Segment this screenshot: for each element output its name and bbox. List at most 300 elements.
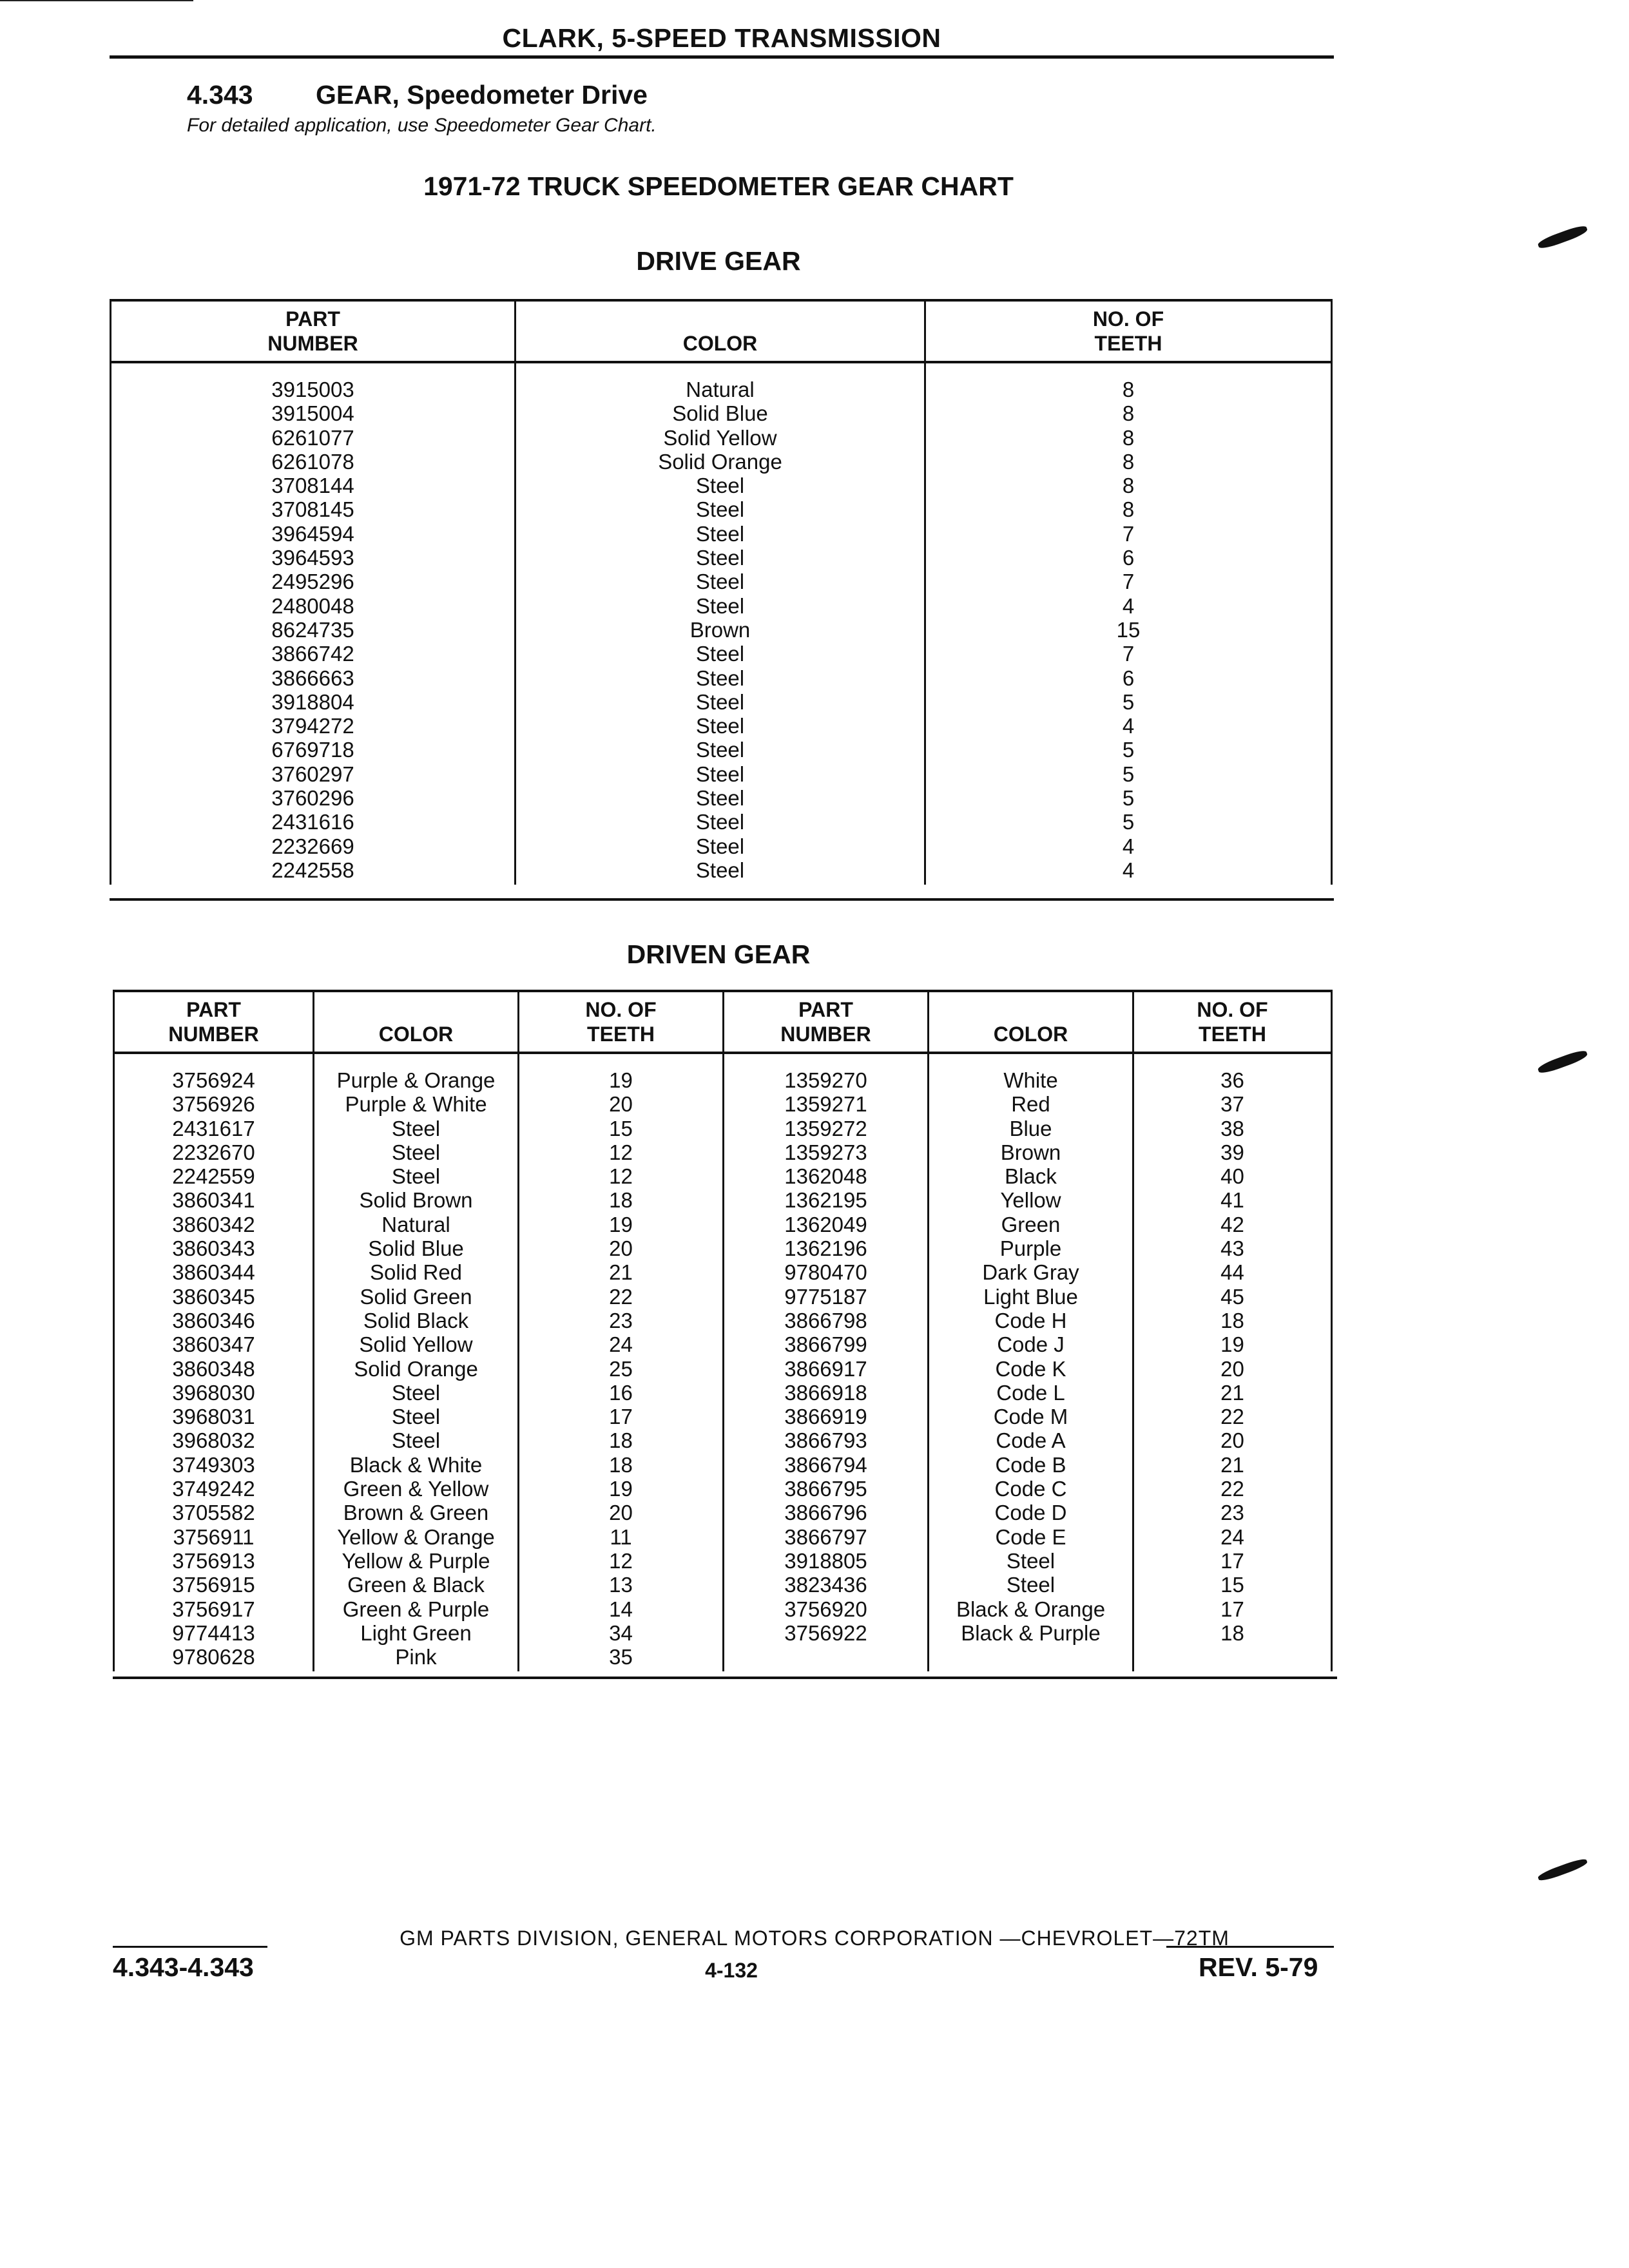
driven-cell: 21 [1133, 1381, 1332, 1405]
driven-cell: 20 [519, 1501, 724, 1524]
drive-row [111, 618, 1332, 642]
driven-cell: 18 [519, 1428, 724, 1452]
drive-cell: 15 [925, 618, 1332, 642]
driven-cell: 22 [519, 1285, 724, 1309]
driven-cell: White [929, 1068, 1133, 1092]
drive-cell: 3964593 [111, 546, 516, 570]
driven-cell: Steel [314, 1117, 519, 1140]
driven-cell: 1362048 [724, 1164, 929, 1188]
driven-header-color-label: COLOR [378, 1023, 454, 1046]
drive-cell: 3964594 [111, 522, 516, 546]
driven-row [114, 1213, 1332, 1236]
drive-row [111, 762, 1332, 786]
drive-spacer-row [111, 362, 1332, 378]
drive-cell: Steel [516, 666, 925, 690]
drive-cell: 6261078 [111, 450, 516, 474]
driven-cell: 20 [519, 1236, 724, 1260]
drive-cell: 8 [925, 450, 1332, 474]
drive-row [111, 426, 1332, 450]
driven-cell: Natural [314, 1213, 519, 1236]
drive-cell: 4 [925, 858, 1332, 885]
driven-cell: 17 [519, 1405, 724, 1428]
driven-cell: 18 [519, 1453, 724, 1477]
driven-cell: 3756926 [114, 1092, 314, 1116]
driven-cell: 23 [1133, 1501, 1332, 1524]
driven-cell: Black & White [314, 1453, 519, 1477]
driven-cell: 3968030 [114, 1381, 314, 1405]
driven-cell: Light Green [314, 1621, 519, 1645]
driven-cell: Steel [929, 1549, 1133, 1573]
driven-header-part-l1: PART [186, 998, 241, 1021]
driven-gear-table [113, 990, 1333, 1671]
driven-cell: 21 [519, 1260, 724, 1284]
driven-cell: 1359270 [724, 1068, 929, 1092]
driven-cell: 2431617 [114, 1117, 314, 1140]
driven-cell: Steel [314, 1381, 519, 1405]
driven-cell: Solid Yellow [314, 1332, 519, 1356]
driven-cell: 36 [1133, 1068, 1332, 1092]
drive-cell: 3708145 [111, 497, 516, 521]
driven-gear-title: DRIVEN GEAR [626, 939, 811, 969]
driven-cell: 9775187 [724, 1285, 929, 1309]
driven-cell: Code A [929, 1428, 1133, 1452]
driven-cell: 12 [519, 1140, 724, 1164]
driven-cell: 24 [519, 1332, 724, 1356]
driven-cell: 3968031 [114, 1405, 314, 1428]
driven-cell: 3866919 [724, 1405, 929, 1428]
driven-cell: Solid Black [314, 1309, 519, 1332]
driven-cell: Pink [314, 1645, 519, 1671]
driven-cell: 3866795 [724, 1477, 929, 1501]
drive-row [111, 666, 1332, 690]
drive-row [111, 714, 1332, 738]
drive-cell: Steel [516, 690, 925, 714]
driven-cell: Solid Brown [314, 1188, 519, 1212]
drive-row [111, 570, 1332, 593]
drive-header-teeth-l1: NO. OF [1092, 307, 1164, 331]
drive-cell: Steel [516, 546, 925, 570]
driven-row [114, 1477, 1332, 1501]
driven-spacer-cell [314, 1053, 519, 1068]
driven-cell: Green & Yellow [314, 1477, 519, 1501]
driven-header-part-l2: NUMBER [168, 1023, 259, 1046]
driven-header-part2-l1: PART [798, 998, 853, 1021]
driven-cell: Solid Green [314, 1285, 519, 1309]
driven-cell: 14 [519, 1597, 724, 1621]
driven-row [114, 1260, 1332, 1284]
driven-cell: 3756924 [114, 1068, 314, 1092]
drive-row [111, 497, 1332, 521]
drive-cell: 8 [925, 426, 1332, 450]
driven-cell: 3756922 [724, 1621, 929, 1645]
footer-corporation: GM PARTS DIVISION, GENERAL MOTORS CORPORATION —CHEVROLET—72TM [400, 1927, 1229, 1950]
driven-cell: 41 [1133, 1188, 1332, 1212]
drive-header-color-label: COLOR [682, 332, 758, 355]
driven-cell: 11 [519, 1525, 724, 1549]
driven-cell: Steel [314, 1428, 519, 1452]
driven-cell: 19 [519, 1477, 724, 1501]
driven-cell: 3860345 [114, 1285, 314, 1309]
drive-gear-title: DRIVE GEAR [636, 246, 801, 276]
driven-header-color2-label: COLOR [993, 1023, 1068, 1046]
driven-cell: 22 [1133, 1405, 1332, 1428]
drive-spacer-cell [925, 362, 1332, 378]
driven-row [114, 1405, 1332, 1428]
chart-title: 1971-72 TRUCK SPEEDOMETER GEAR CHART [423, 171, 1014, 201]
driven-row [114, 1309, 1332, 1332]
driven-cell: 3860347 [114, 1332, 314, 1356]
driven-cell: Yellow & Orange [314, 1525, 519, 1549]
drive-cell: Solid Blue [516, 401, 925, 425]
drive-cell: 4 [925, 594, 1332, 618]
driven-header-row [114, 991, 1332, 1053]
driven-cell: Code J [929, 1332, 1133, 1356]
driven-cell [724, 1645, 929, 1671]
driven-cell: Black [929, 1164, 1133, 1188]
driven-row [114, 1453, 1332, 1477]
drive-cell: 3866742 [111, 642, 516, 666]
driven-cell: Code E [929, 1525, 1133, 1549]
drive-row [111, 378, 1332, 401]
driven-cell: Green [929, 1213, 1133, 1236]
drive-cell: 8 [925, 497, 1332, 521]
driven-cell: 3866799 [724, 1332, 929, 1356]
driven-cell: 3860346 [114, 1309, 314, 1332]
drive-cell: 3918804 [111, 690, 516, 714]
drive-cell: 7 [925, 642, 1332, 666]
driven-cell: 3860344 [114, 1260, 314, 1284]
drive-spacer-cell [516, 362, 925, 378]
drive-spacer-cell [111, 362, 516, 378]
driven-cell: Steel [314, 1140, 519, 1164]
driven-cell: 24 [1133, 1525, 1332, 1549]
drive-header-part-l2: NUMBER [267, 332, 358, 355]
drive-cell: 5 [925, 762, 1332, 786]
driven-cell: 16 [519, 1381, 724, 1405]
footer-page-number: 4-132 [705, 1959, 758, 1982]
driven-row [114, 1236, 1332, 1260]
driven-cell: 21 [1133, 1453, 1332, 1477]
driven-cell: 1359272 [724, 1117, 929, 1140]
drive-cell: 3866663 [111, 666, 516, 690]
drive-cell: 3794272 [111, 714, 516, 738]
scan-corner-line [0, 0, 193, 1]
driven-row [114, 1332, 1332, 1356]
driven-cell: 44 [1133, 1260, 1332, 1284]
driven-cell: Green & Purple [314, 1597, 519, 1621]
driven-cell: Solid Blue [314, 1236, 519, 1260]
driven-header-color-2 [929, 991, 1133, 1053]
driven-cell: Dark Gray [929, 1260, 1133, 1284]
driven-cell: 3756911 [114, 1525, 314, 1549]
driven-cell: Purple & White [314, 1092, 519, 1116]
driven-cell: 42 [1133, 1213, 1332, 1236]
driven-cell [929, 1645, 1133, 1671]
driven-cell: 22 [1133, 1477, 1332, 1501]
drive-header-teeth [925, 300, 1332, 362]
drive-row [111, 642, 1332, 666]
drive-cell: 3915003 [111, 378, 516, 401]
drive-header-teeth-l2: TEETH [1094, 332, 1162, 355]
drive-cell: 8 [925, 474, 1332, 497]
driven-row [114, 1597, 1332, 1621]
drive-cell: Steel [516, 810, 925, 834]
driven-cell: 3860348 [114, 1357, 314, 1381]
drive-cell: Steel [516, 642, 925, 666]
driven-header-part2-l2: NUMBER [780, 1023, 871, 1046]
drive-cell: Steel [516, 594, 925, 618]
driven-table-bottom-rule [113, 1677, 1337, 1679]
drive-cell: 8 [925, 378, 1332, 401]
driven-cell: 19 [1133, 1332, 1332, 1356]
binder-punch-mark [1537, 1048, 1589, 1075]
driven-cell: Black & Orange [929, 1597, 1133, 1621]
driven-row [114, 1381, 1332, 1405]
drive-cell: 3760296 [111, 786, 516, 810]
drive-cell: Steel [516, 762, 925, 786]
driven-cell: Yellow & Purple [314, 1549, 519, 1573]
drive-cell: 5 [925, 690, 1332, 714]
drive-cell: Steel [516, 834, 925, 858]
driven-cell: 34 [519, 1621, 724, 1645]
drive-table-bottom-rule [110, 898, 1334, 901]
driven-cell: 3860341 [114, 1188, 314, 1212]
driven-header-teeth2-l1: NO. OF [1197, 998, 1268, 1021]
driven-gear-rows [114, 1053, 1332, 1671]
driven-spacer-cell [1133, 1053, 1332, 1068]
drive-row [111, 810, 1332, 834]
drive-cell: 7 [925, 570, 1332, 593]
driven-cell: 17 [1133, 1597, 1332, 1621]
driven-cell: Green & Black [314, 1573, 519, 1597]
drive-cell: 7 [925, 522, 1332, 546]
driven-cell: 3756917 [114, 1597, 314, 1621]
driven-cell: 3756920 [724, 1597, 929, 1621]
driven-cell: Code M [929, 1405, 1133, 1428]
driven-cell: Code L [929, 1381, 1133, 1405]
drive-cell: 2232669 [111, 834, 516, 858]
driven-cell: 3705582 [114, 1501, 314, 1524]
driven-cell: Purple & Orange [314, 1068, 519, 1092]
drive-cell: 2495296 [111, 570, 516, 593]
drive-header-part-l1: PART [285, 307, 340, 331]
driven-cell: 19 [519, 1068, 724, 1092]
drive-cell: 4 [925, 834, 1332, 858]
driven-cell: 3866798 [724, 1309, 929, 1332]
drive-cell: Steel [516, 570, 925, 593]
driven-cell: Purple [929, 1236, 1133, 1260]
drive-cell: 6 [925, 666, 1332, 690]
driven-header-teeth-l2: TEETH [587, 1023, 655, 1046]
driven-cell: 9780628 [114, 1645, 314, 1671]
driven-header-teeth-l1: NO. OF [585, 998, 657, 1021]
driven-header-teeth [519, 991, 724, 1053]
footer-revision: REV. 5-79 [1199, 1952, 1318, 1982]
drive-cell: 6769718 [111, 738, 516, 762]
driven-cell: Black & Purple [929, 1621, 1133, 1645]
header-rule [110, 55, 1334, 59]
driven-cell: 3866917 [724, 1357, 929, 1381]
driven-row [114, 1092, 1332, 1116]
drive-cell: 5 [925, 786, 1332, 810]
drive-cell: Steel [516, 786, 925, 810]
driven-spacer-cell [929, 1053, 1133, 1068]
driven-cell: 23 [519, 1309, 724, 1332]
drive-gear-table [110, 299, 1333, 885]
driven-cell: 3918805 [724, 1549, 929, 1573]
driven-cell: Steel [929, 1573, 1133, 1597]
driven-cell: Yellow [929, 1188, 1133, 1212]
driven-cell: 19 [519, 1213, 724, 1236]
drive-row [111, 738, 1332, 762]
binder-punch-mark [1537, 224, 1589, 251]
driven-cell: 3968032 [114, 1428, 314, 1452]
driven-cell: 3866794 [724, 1453, 929, 1477]
driven-row [114, 1645, 1332, 1671]
driven-cell: 12 [519, 1164, 724, 1188]
driven-cell: 3866918 [724, 1381, 929, 1405]
drive-cell: 6 [925, 546, 1332, 570]
drive-row [111, 858, 1332, 885]
drive-cell: 3915004 [111, 401, 516, 425]
driven-row [114, 1501, 1332, 1524]
driven-cell: Brown [929, 1140, 1133, 1164]
driven-row [114, 1164, 1332, 1188]
drive-cell: 8624735 [111, 618, 516, 642]
driven-cell: Code B [929, 1453, 1133, 1477]
drive-header-color [516, 300, 925, 362]
driven-cell: Steel [314, 1164, 519, 1188]
driven-header-teeth2-l2: TEETH [1199, 1023, 1266, 1046]
driven-cell: 3866793 [724, 1428, 929, 1452]
section-title: GEAR, Speedometer Drive [316, 80, 648, 110]
driven-cell: Blue [929, 1117, 1133, 1140]
section-subtitle: For detailed application, use Speedometer Gear Chart. [187, 115, 657, 136]
section-number: 4.343 [187, 80, 253, 110]
driven-spacer-cell [724, 1053, 929, 1068]
driven-cell: 18 [1133, 1309, 1332, 1332]
driven-cell: 2232670 [114, 1140, 314, 1164]
driven-cell: 18 [1133, 1621, 1332, 1645]
driven-row [114, 1285, 1332, 1309]
drive-cell: Steel [516, 497, 925, 521]
driven-header-part-2 [724, 991, 929, 1053]
drive-cell: 4 [925, 714, 1332, 738]
driven-cell: Solid Orange [314, 1357, 519, 1381]
driven-cell: Code K [929, 1357, 1133, 1381]
driven-cell: 15 [519, 1117, 724, 1140]
driven-cell: 20 [519, 1092, 724, 1116]
driven-cell: 3756913 [114, 1549, 314, 1573]
driven-row [114, 1188, 1332, 1212]
driven-row [114, 1140, 1332, 1164]
drive-cell: Natural [516, 378, 925, 401]
driven-row [114, 1549, 1332, 1573]
drive-cell: 5 [925, 738, 1332, 762]
drive-gear-rows [111, 362, 1332, 885]
driven-cell: 3866796 [724, 1501, 929, 1524]
driven-cell: 38 [1133, 1117, 1332, 1140]
driven-spacer-cell [114, 1053, 314, 1068]
drive-cell: Brown [516, 618, 925, 642]
page-header-title: CLARK, 5-SPEED TRANSMISSION [502, 23, 941, 53]
driven-cell: 37 [1133, 1092, 1332, 1116]
drive-cell: Steel [516, 474, 925, 497]
driven-cell: 1362195 [724, 1188, 929, 1212]
footer-section-range: 4.343-4.343 [113, 1952, 254, 1982]
driven-cell: 39 [1133, 1140, 1332, 1164]
driven-cell: Code D [929, 1501, 1133, 1524]
drive-cell: 3708144 [111, 474, 516, 497]
driven-cell: 9774413 [114, 1621, 314, 1645]
drive-row [111, 450, 1332, 474]
driven-cell: 35 [519, 1645, 724, 1671]
driven-cell: 1362049 [724, 1213, 929, 1236]
driven-header-teeth-2 [1133, 991, 1332, 1053]
driven-row [114, 1357, 1332, 1381]
driven-header-part [114, 991, 314, 1053]
driven-header-color [314, 991, 519, 1053]
drive-cell: 2242558 [111, 858, 516, 885]
drive-cell: 5 [925, 810, 1332, 834]
driven-cell: 3860342 [114, 1213, 314, 1236]
drive-cell: 2480048 [111, 594, 516, 618]
drive-cell: Steel [516, 714, 925, 738]
driven-cell: 3823436 [724, 1573, 929, 1597]
binder-punch-mark [1537, 1857, 1588, 1883]
driven-cell: 3756915 [114, 1573, 314, 1597]
drive-cell: Solid Orange [516, 450, 925, 474]
drive-cell: Steel [516, 858, 925, 885]
drive-cell: Solid Yellow [516, 426, 925, 450]
driven-row [114, 1428, 1332, 1452]
driven-cell: Steel [314, 1405, 519, 1428]
drive-row [111, 594, 1332, 618]
driven-cell: 15 [1133, 1573, 1332, 1597]
driven-cell: 25 [519, 1357, 724, 1381]
driven-row [114, 1525, 1332, 1549]
driven-cell: Red [929, 1092, 1133, 1116]
drive-cell: 3760297 [111, 762, 516, 786]
drive-row [111, 401, 1332, 425]
driven-cell: 20 [1133, 1428, 1332, 1452]
drive-row [111, 786, 1332, 810]
driven-cell: Code H [929, 1309, 1133, 1332]
driven-cell: Brown & Green [314, 1501, 519, 1524]
driven-cell: 17 [1133, 1549, 1332, 1573]
driven-cell: 9780470 [724, 1260, 929, 1284]
drive-cell: 2431616 [111, 810, 516, 834]
drive-cell: Steel [516, 738, 925, 762]
driven-row [114, 1621, 1332, 1645]
driven-cell: 40 [1133, 1164, 1332, 1188]
driven-cell: Solid Red [314, 1260, 519, 1284]
driven-cell: 3866797 [724, 1525, 929, 1549]
driven-cell: 3749303 [114, 1453, 314, 1477]
driven-cell: 3749242 [114, 1477, 314, 1501]
driven-cell [1133, 1645, 1332, 1671]
driven-cell: 43 [1133, 1236, 1332, 1260]
driven-cell: 3860343 [114, 1236, 314, 1260]
drive-row [111, 834, 1332, 858]
drive-row [111, 522, 1332, 546]
drive-cell: 8 [925, 401, 1332, 425]
driven-cell: 18 [519, 1188, 724, 1212]
driven-cell: 13 [519, 1573, 724, 1597]
drive-cell: Steel [516, 522, 925, 546]
driven-spacer-cell [519, 1053, 724, 1068]
drive-header-part [111, 300, 516, 362]
